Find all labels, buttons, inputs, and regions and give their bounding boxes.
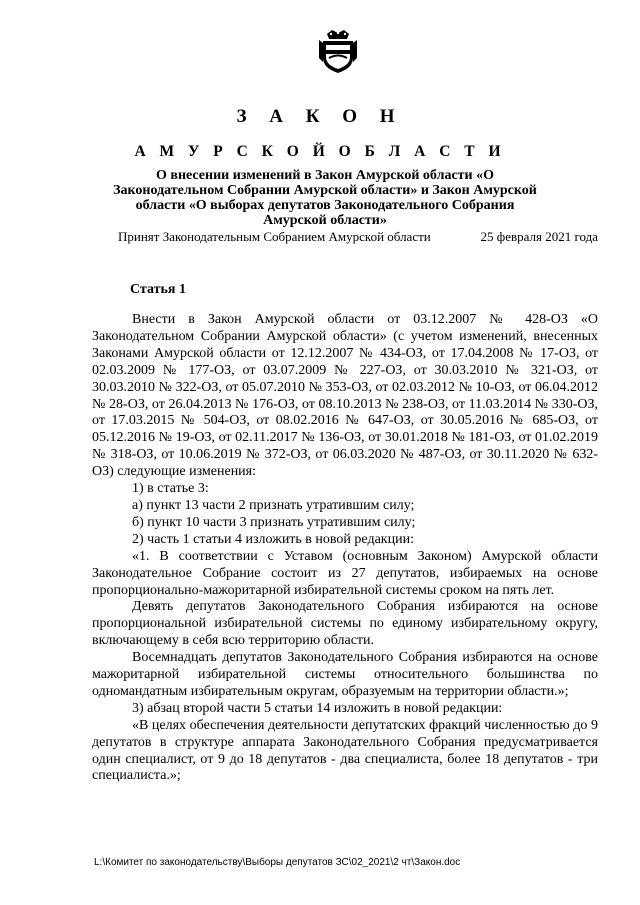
paragraph: «В целях обеспечения деятельности депутатских фракций численностью до 9 депутатов в структуре аппарата Законодательного Собрания предусматривается один специалист, от 9 до 18 депутатов - два специалиста, более 18 депутатов - три специалиста.»; [92,717,598,784]
region-heading: А М У Р С К О Й О Б Л А С Т И [134,143,506,160]
paragraph: Девять депутатов Законодательного Собрания избираются на основе пропорциональной избирательной системы по единому избирательному округу, включающему в себя всю территорию области. [92,599,598,649]
article-body [92,312,598,785]
paragraph: «1. В соответствии с Уставом (основным Законом) Амурской области Законодательное Собрание состоит из 27 депутатов, избираемых на основе пропорционально-мажоритарной избирательной системы сроком на пять лет. [92,548,598,598]
paragraph: 1) в статье 3: [132,481,209,497]
paragraph: а) пункт 13 части 2 признать утратившим силу; [132,497,415,513]
adopted-date: 25 февраля 2021 года [480,229,598,244]
file-path-footer: L:\Комитет по законодательству\Выборы депутатов ЗС\02_2021\2 чт\Закон.doc [94,857,461,868]
document-title: З А К О Н [236,106,404,127]
coat-of-arms-emblem [317,28,359,74]
article-heading: Статья 1 [130,282,186,297]
paragraph: Восемнадцать депутатов Законодательного Собрания избираются на основе мажоритарной избирательной системы относительного большинства по одномандатным избирательным округам, образуемым на территории области.»; [92,650,598,699]
paragraph: Внести в Закон Амурской области от 03.12.2007 № 428-ОЗ «О Законодательном Собрании Амурской области» (с учетом изменений, внесенных Законами Амурской области от 12.12.2007 № 434-ОЗ, от 17.04.2008 № 17-ОЗ, от 02.03.2009 № 177-ОЗ, от 03.07.2009 № 227-ОЗ, от 30.03.2010 № 321-ОЗ, от 30.03.2010 № 322-ОЗ, от 05.07.2010 № 353-ОЗ, от 02.03.2012 № 10-ОЗ, от 06.04.2012 № 28-ОЗ, от 26.04.2013 № 176-ОЗ, от 08.10.2013 № 238-ОЗ, от 11.03.2014 № 330-ОЗ, от 17.03.2015 № 504-ОЗ, от 08.02.2016 № 647-ОЗ, от 30.05.2016 № 685-ОЗ, от 05.12.2016 № 19-ОЗ, от 02.11.2017 № 136-ОЗ, от 30.01.2018 № 181-ОЗ, от 01.02.2019 № 318-ОЗ, от 10.06.2019 № 372-ОЗ, от 06.03.2020 № 487-ОЗ, от 30.11.2020 № 632-ОЗ) следующие изменения: [92,312,598,480]
paragraph: б) пункт 10 части 3 признать утратившим силу; [132,514,416,530]
law-subject: О внесении изменений в Закон Амурской области «О Законодательном Собрании Амурской области» и Закон Амурской области «О выборах депутатов Законодательного Собрания Амурской области» [113,168,537,228]
adopted-by: Принят Законодательным Собранием Амурской области [118,229,431,244]
paragraph: 3) абзац второй части 5 статьи 14 изложить в новой редакции: [132,700,503,716]
paragraph: 2) часть 1 статьи 4 изложить в новой редакции: [132,531,414,547]
